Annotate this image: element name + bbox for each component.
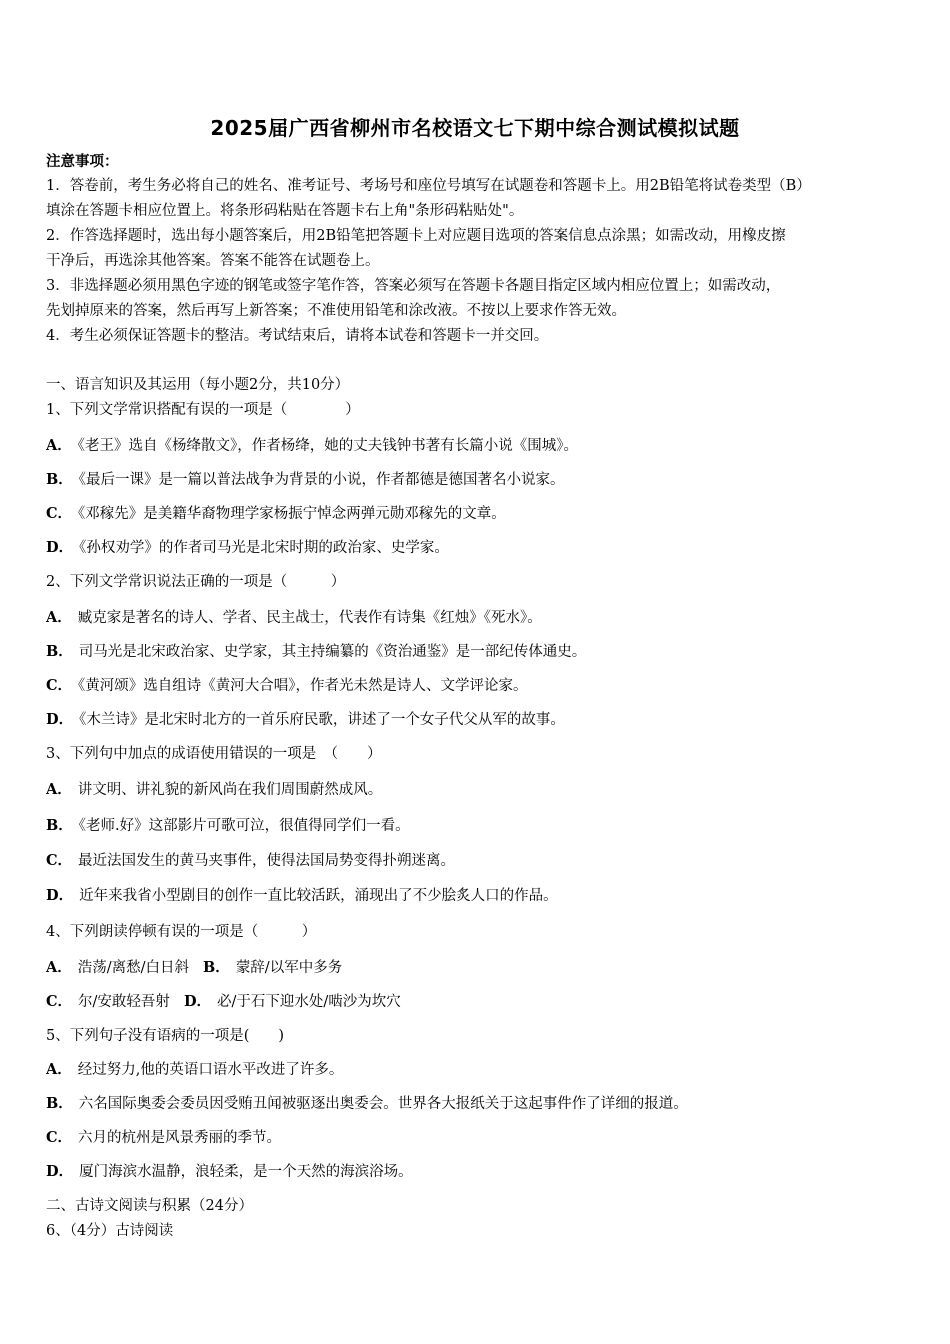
option-item xyxy=(46,1094,908,1114)
option-key: B． xyxy=(46,643,73,660)
option-key: C． xyxy=(46,1129,73,1146)
page-title: 2025届广西省柳州市名校语文七下期中综合测试模拟试题 xyxy=(210,116,740,140)
notice-line: 先划掉原来的答案，然后再写上新答案；不准使用铅笔和涂改液。不按以上要求作答无效。 xyxy=(46,303,626,319)
option-text: 厦门海滨水温静，浪轻柔，是一个天然的海滨浴场。 xyxy=(79,1164,413,1180)
option-text: 六名国际奥委会委员因受贿丑闻被驱逐出奥委会。世界各大报纸关于这起事件作了详细的报道。 xyxy=(78,1096,688,1112)
option-text: 《孙权劝学》的作者司马光是北宋时期的政治家、史学家。 xyxy=(79,540,449,556)
option-key: D． xyxy=(46,711,74,728)
option-text: 《老王》选自《杨绛散文》，作者杨绛，她的丈夫钱钟书著有长篇小说《围城》。 xyxy=(77,438,579,454)
section-heading: 一、语言知识及其运用（每小题2分，共10分） xyxy=(46,377,350,393)
option-key: A． xyxy=(46,609,72,626)
question-stem: 1、下列文学常识搭配有误的一项是（ ） xyxy=(46,402,360,418)
option-item xyxy=(46,710,908,730)
option-item xyxy=(46,780,908,800)
option-key: B． xyxy=(46,471,73,488)
notice-line: 4．考生必须保证答题卡的整洁。考试结束后，请将本试卷和答题卡一并交回。 xyxy=(46,328,549,344)
option-text: 《木兰诗》是北宋时北方的一首乐府民歌，讲述了一个女子代父从军的故事。 xyxy=(79,712,565,728)
option-text: 《邓稼先》是美籍华裔物理学家杨振宁悼念两弹元勋邓稼先的文章。 xyxy=(78,506,506,522)
notice-line: 2．作答选择题时，选出每小题答案后，用2B铅笔把答题卡上对应题目选项的答案信息点涂黑；如需改动，用橡皮擦 xyxy=(46,228,786,244)
option-item xyxy=(46,642,908,662)
option-key: A． xyxy=(46,959,72,976)
option-key: D． xyxy=(46,887,74,904)
option-text: 《黄河颂》选自组诗《黄河大合唱》，作者光未然是诗人、文学评论家。 xyxy=(78,678,528,694)
option-text: 近年来我省小型剧目的创作一直比较活跃，涌现出了不少脍炙人口的作品。 xyxy=(79,888,558,904)
option-key: A． xyxy=(46,437,72,454)
option-key: A． xyxy=(46,1061,72,1078)
option-text: 臧克家是著名的诗人、学者、民主战士，代表作有诗集《红烛》《死水》。 xyxy=(77,610,542,626)
option-text: 《老师.好》这部影片可歌可泣，很值得同学们一看。 xyxy=(78,818,410,834)
option-item xyxy=(46,886,908,906)
option-text: 必/于石下迎水处/啮沙为坎穴 xyxy=(217,994,401,1010)
option-text: 司马光是北宋政治家、史学家，其主持编纂的《资治通鉴》是一部纪传体通史。 xyxy=(78,644,587,660)
notice-line: 3．非选择题必须用黑色字迹的钢笔或签字笔作答，答案必须写在答题卡各题目指定区域内相应位置上；如需改动， xyxy=(46,278,781,294)
option-row xyxy=(46,992,908,1012)
notice-line: 1．答卷前，考生务必将自己的姓名、准考证号、考场号和座位号填写在试题卷和答题卡上。用2B铅笔将试卷类型（B） xyxy=(46,178,811,194)
option-text: 讲文明、讲礼貌的新风尚在我们周围蔚然成风。 xyxy=(77,782,383,798)
option-text: 《最后一课》是一篇以普法战争为背景的小说，作者都德是德国著名小说家。 xyxy=(78,472,565,488)
option-item xyxy=(46,608,908,628)
option-item xyxy=(46,676,908,696)
option-key: D． xyxy=(46,539,74,556)
notice-line: 干净后，再选涂其他答案。答案不能答在试题卷上。 xyxy=(46,253,380,269)
option-key: D． xyxy=(183,993,212,1010)
option-key: B． xyxy=(46,817,73,834)
option-item xyxy=(46,538,908,558)
option-text: 蒙辞/以军中多务 xyxy=(235,960,343,976)
question-stem: 2、下列文学常识说法正确的一项是（ ） xyxy=(46,574,346,590)
option-item xyxy=(46,1162,908,1182)
option-text: 最近法国发生的黄马夹事件，使得法国局势变得扑朔迷离。 xyxy=(78,853,456,869)
option-key: B． xyxy=(203,959,230,976)
option-key: C． xyxy=(46,677,73,694)
option-text: 经过努力,他的英语口语水平改进了许多。 xyxy=(77,1062,344,1078)
option-item xyxy=(46,851,908,871)
option-key: B． xyxy=(46,1095,73,1112)
option-item xyxy=(46,436,908,456)
option-item xyxy=(46,1060,908,1080)
notice-line: 填涂在答题卡相应位置上。将条形码粘贴在答题卡右上角"条形码粘贴处"。 xyxy=(46,203,524,219)
option-item xyxy=(46,1128,908,1148)
option-text: 尔/安敢轻吾射 xyxy=(78,994,170,1010)
question-stem: 5、下列句子没有语病的一项是( ) xyxy=(46,1028,285,1044)
option-text: 浩荡/离愁/白日斜 xyxy=(77,960,190,976)
option-text: 六月的杭州是风景秀丽的季节。 xyxy=(78,1130,282,1146)
option-key: C． xyxy=(46,505,73,522)
question-stem: 4、下列朗读停顿有误的一项是（ ） xyxy=(46,924,317,940)
option-key: C． xyxy=(46,993,73,1010)
question-stem: 6、（4分）古诗阅读 xyxy=(46,1223,174,1239)
option-item xyxy=(46,816,908,836)
section-heading: 二、古诗文阅读与积累（24分） xyxy=(46,1198,253,1214)
option-item xyxy=(46,504,908,524)
option-key: A． xyxy=(46,781,72,798)
option-row xyxy=(46,958,908,978)
question-stem: 3、下列句中加点的成语使用错误的一项是 （ ） xyxy=(46,746,382,762)
option-item xyxy=(46,470,908,490)
notice-heading: 注意事项： xyxy=(46,153,119,170)
option-key: C． xyxy=(46,852,73,869)
option-key: D． xyxy=(46,1163,74,1180)
